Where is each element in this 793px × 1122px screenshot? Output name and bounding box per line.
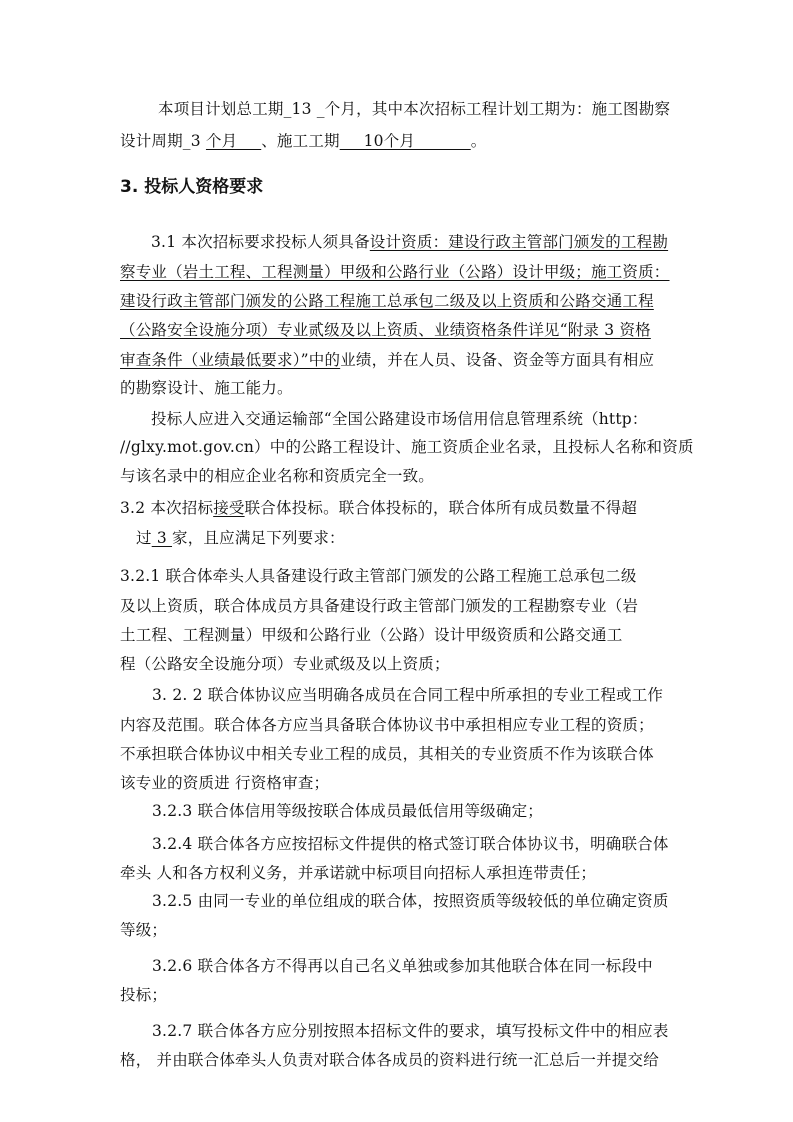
construction-period-value: ___10个月_______ [339, 132, 471, 150]
clause-3-2-requirements: 家，且应满足下列要求： [172, 529, 345, 547]
clause-3-1-line-3: 建设行政主管部门颁发的公路工程施工总承包二级及以上资质和公路交通工程 [120, 292, 654, 310]
clause-3-2-2-line-1: 3. 2. 2 联合体协议应当明确各成员在合同工程中所承担的专业工程或工作 [152, 686, 664, 704]
clause-3-1-design-qualification: 设计资质：建设行政主管部门颁发的工程勘 [369, 233, 669, 251]
schedule-period-end: 。 [470, 132, 487, 150]
clause-3-2-2-line-4: 该专业的资质进 行资格审查； [120, 774, 330, 792]
clause-3-1-line-4: （公路安全设施分项）专业贰级及以上资质、业绩资格条件详见“附录 3 资格 [120, 321, 651, 339]
clause-3-2-1-line-3: 土工程、工程测量）甲级和公路行业（公路）设计甲级资质和公路交通工 [120, 626, 623, 644]
clause-3-1-line-1 [151, 232, 668, 252]
clause-3-2-line-1 [120, 498, 637, 518]
clause-3-1-line-2: 察专业（岩土工程、工程测量）甲级和公路行业（公路）设计甲级；施工资质： [120, 263, 670, 281]
registry-line-2: //glxy.mot.gov.cn）中的公路工程设计、施工资质企业名录，且投标人名称和资质 [120, 438, 694, 456]
clause-3-2-rest: 联合体投标。联合体投标的，联合体所有成员数量不得超 [244, 499, 638, 517]
clause-3-2-5-line-1: 3.2.5 由同一专业的单位组成的联合体，按照资质等级较低的单位确定资质 [152, 892, 669, 910]
clause-3-1-line-5 [120, 350, 654, 370]
clause-3-1-line-6: 的勘察设计、施工能力。 [120, 379, 293, 397]
clause-3-1-appendix-ref: 审查条件（业绩最低要求）”中的 [120, 351, 341, 369]
registry-line-3: 与该名录中的相应企业名称和资质完全一致。 [120, 467, 435, 485]
registry-line-1: 投标人应进入交通运输部“全国公路建设市场信用信息管理系统（http： [151, 410, 648, 428]
design-period-value: 个月___ [205, 132, 262, 150]
construction-period-label: 、施工工期 [261, 132, 340, 150]
clause-3-2-3-line-1: 3.2.3 联合体信用等级按联合体成员最低信用等级确定； [152, 802, 543, 820]
clause-3-2-intro: 3.2 本次招标 [120, 499, 214, 517]
clause-3-1-capability: 业绩，并在人员、设备、资金等方面具有相应 [340, 351, 655, 369]
section-heading: 3. 投标人资格要求 [120, 177, 264, 197]
clause-3-2-6-line-1: 3.2.6 联合体各方不得再以自己名义单独或参加其他联合体在同一标段中 [152, 957, 653, 975]
clause-3-2-1-line-1: 3.2.1 联合体牵头人具备建设行政主管部门颁发的公路工程施工总承包二级 [120, 567, 637, 585]
clause-3-2-1-line-2: 及以上资质，联合体成员方具备建设行政主管部门颁发的工程勘察专业（岩 [120, 597, 639, 615]
schedule-line-2 [120, 131, 486, 151]
clause-3-2-line-2 [136, 528, 345, 548]
clause-3-2-7-line-2: 格， 并由联合体牵头人负责对联合体各成员的资料进行统一汇总后一并提交给 [120, 1051, 659, 1069]
clause-3-2-member-count: 3 [151, 529, 173, 547]
design-period-label: 设计周期_3 [120, 132, 206, 150]
clause-3-2-4-line-1: 3.2.4 联合体各方应按招标文件提供的格式签订联合体协议书，明确联合体 [152, 835, 669, 853]
clause-3-2-6-line-2: 投标； [120, 986, 168, 1004]
clause-3-2-2-line-2: 内容及范围。联合体各方应当具备联合体协议书中承担相应专业工程的资质； [120, 716, 654, 734]
clause-3-2-2-line-3: 不承担联合体协议中相关专业工程的成员，其相关的专业资质不作为该联合体 [120, 745, 654, 763]
clause-3-2-1-line-4: 程（公路安全设施分项）专业贰级及以上资质； [120, 655, 450, 673]
clause-3-2-5-line-2: 等级； [120, 921, 168, 939]
clause-3-2-7-line-1: 3.2.7 联合体各方应分别按照本招标文件的要求，填写投标文件中的相应表 [152, 1022, 669, 1040]
clause-3-1-intro: 3.1 本次招标要求投标人须具备 [151, 233, 370, 251]
clause-3-2-4-line-2: 牵头 人和各方权利义务，并承诺就中标项目向招标人承担连带责任； [120, 864, 597, 882]
schedule-line-1: 本项目计划总工期_13 _个月，其中本次招标工程计划工期为：施工图勘察 [158, 100, 671, 118]
clause-3-2-accept: 接受 [213, 499, 245, 517]
clause-3-2-exceed: 过 [136, 529, 152, 547]
